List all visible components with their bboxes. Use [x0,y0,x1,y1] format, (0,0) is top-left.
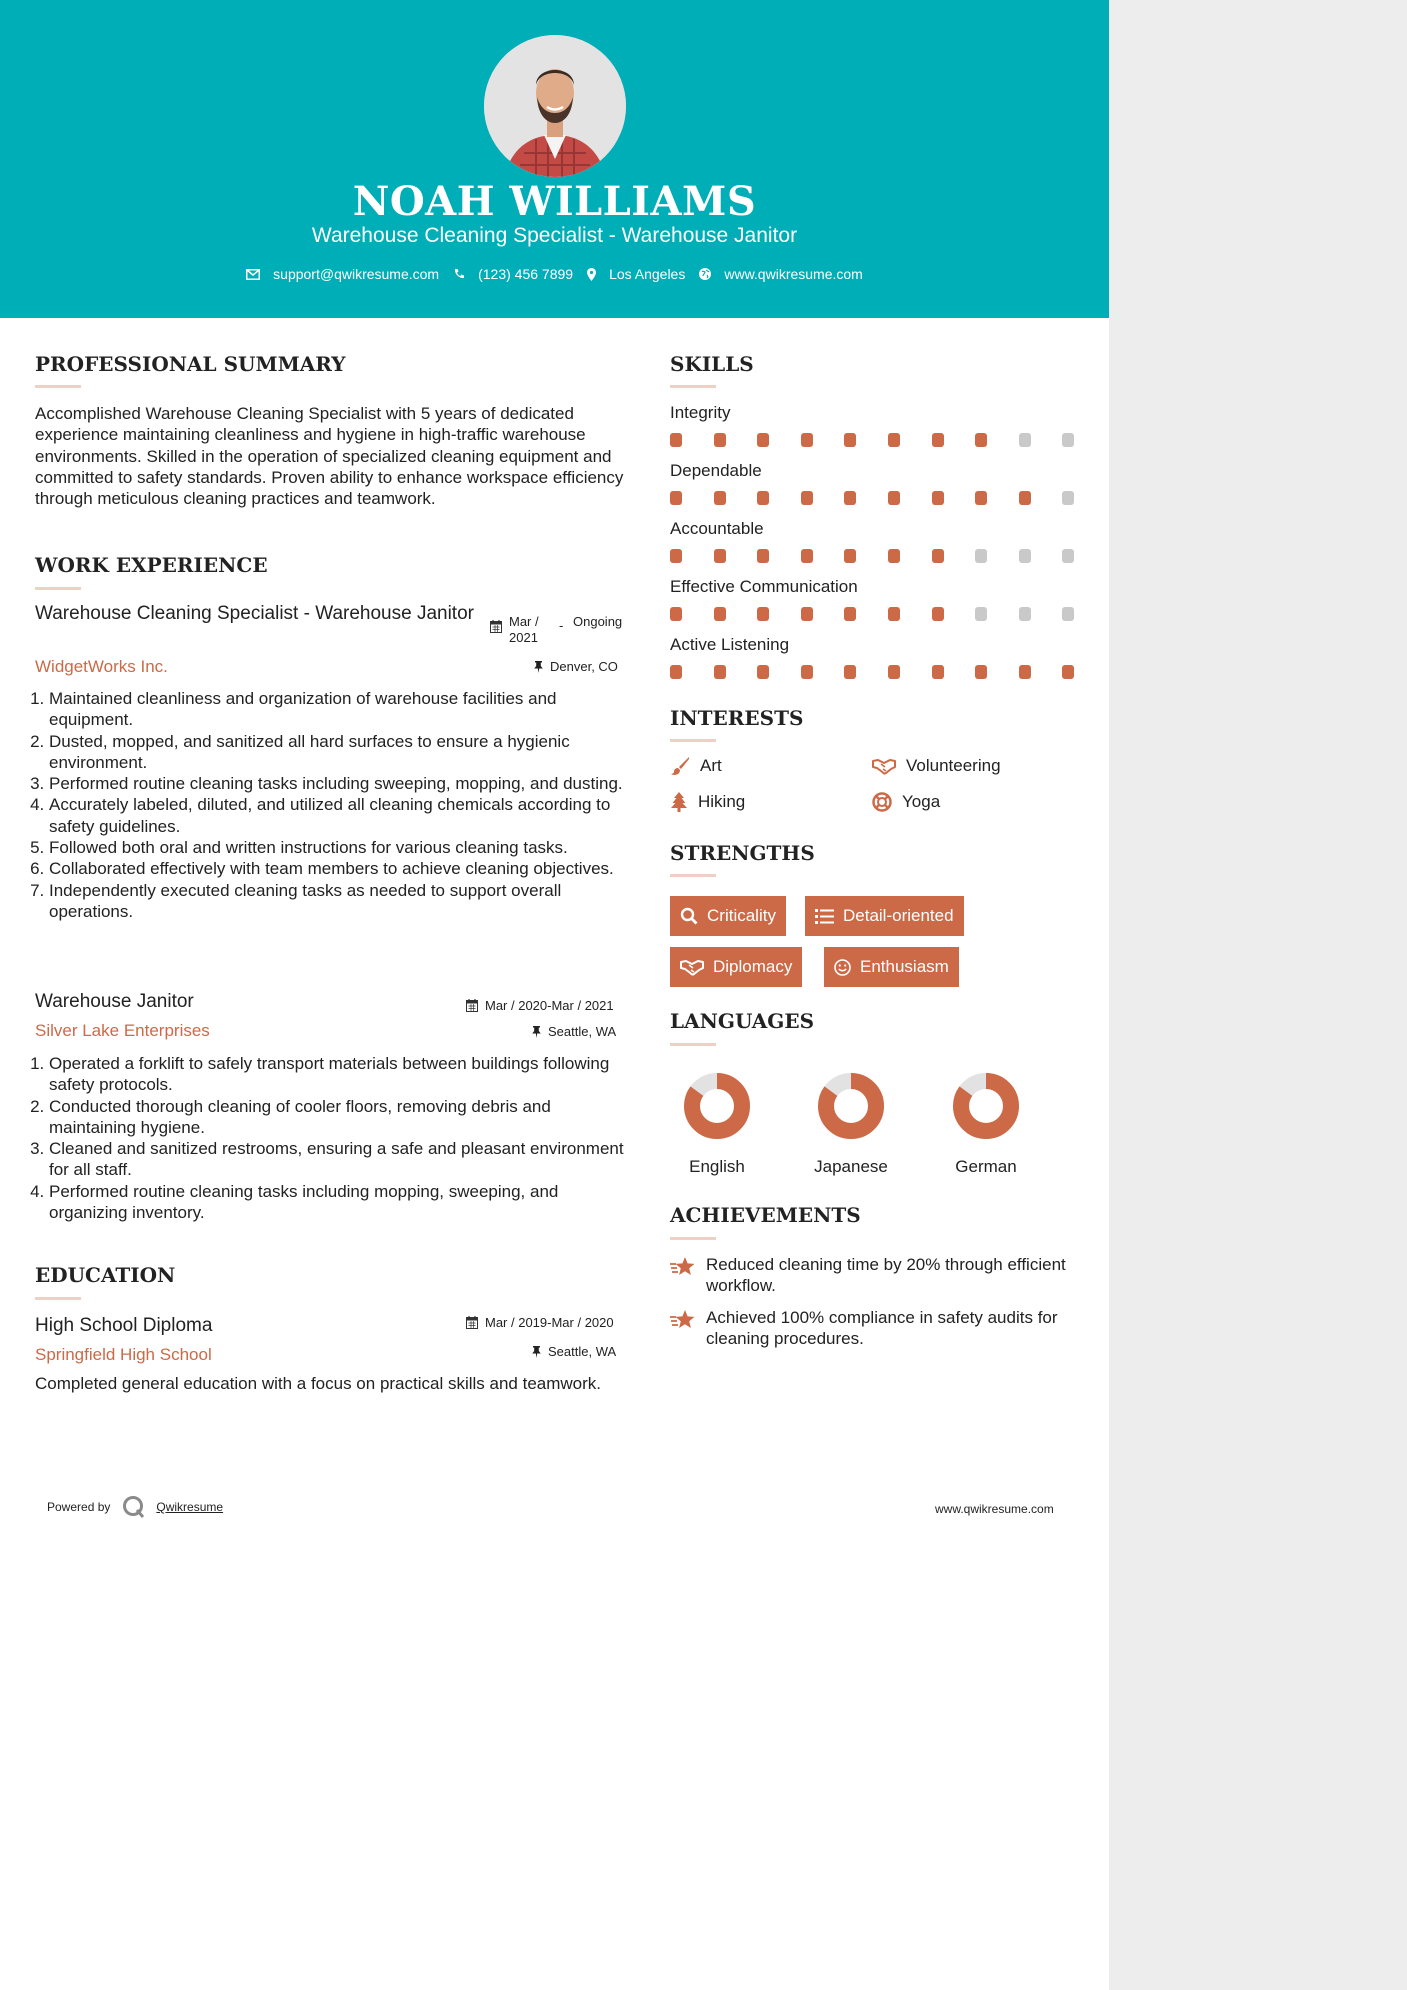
job-1-date [490,614,625,646]
job-1-company: WidgetWorks Inc. [35,657,168,676]
education-location [532,1344,616,1359]
list-item: 7. Independently executed cleaning tasks as needed to support overall operations. [49,880,639,923]
list-item: 1. Maintained cleanliness and organization of warehouse facilities and equipment. [49,688,639,731]
skill-rating [670,665,1074,679]
rating-dot-filled [801,607,813,621]
rating-dot-filled [757,549,769,563]
contact-email[interactable] [246,266,439,282]
rating-dot-empty [1062,433,1074,447]
paintbrush-icon [670,756,690,776]
achievement-item [670,1254,1066,1297]
phone-icon [453,268,465,280]
education-location-text: Seattle, WA [548,1344,617,1359]
skill-label: Active Listening [670,635,790,654]
rating-dot-filled [801,549,813,563]
rating-dot-filled [714,491,726,505]
list-item: 3. Performed routine cleaning tasks including sweeping, mopping, and dusting. [49,773,639,794]
rating-dot-filled [757,607,769,621]
calendar-icon [466,1316,478,1329]
achievement-text: Achieved 100% compliance in safety audits for cleaning procedures. [706,1308,1058,1349]
job-1-date-separator: - [559,618,564,633]
pushpin-icon [532,1346,541,1358]
rating-dot-filled [670,607,682,621]
interest-hiking [670,792,745,812]
achievements-heading: ACHIEVEMENTS [670,1203,861,1227]
rating-dot-filled [888,665,900,679]
education-date-text: Mar / 2019-Mar / 2020 [485,1315,614,1330]
rating-dot-filled [714,549,726,563]
summary-heading: PROFESSIONAL SUMMARY [35,352,346,376]
rating-dot-filled [888,607,900,621]
list-item: 4. Performed routine cleaning tasks including mopping, sweeping, and organizing inventory. [49,1181,639,1224]
tree-icon [670,792,688,812]
contact-website-text: www.qwikresume.com [724,266,863,282]
languages-rule [670,1043,716,1046]
language-donut [815,1070,887,1142]
education-date [466,1315,614,1330]
rating-dot-filled [757,665,769,679]
rating-dot-filled [844,491,856,505]
skill-rating [670,549,1074,563]
rating-dot-filled [844,665,856,679]
rating-dot-filled [888,491,900,505]
strength-tag-criticality [670,896,786,936]
rating-dot-empty [1062,607,1074,621]
profile-photo [484,35,626,177]
rating-dot-filled [975,665,987,679]
rating-dot-filled [670,549,682,563]
language-donut [681,1070,753,1142]
experience-rule [35,587,81,590]
list-item: 3. Cleaned and sanitized restrooms, ensuring a safe and pleasant environment for all staff. [49,1138,639,1181]
smile-icon [834,959,851,976]
job-2-location [532,1024,616,1039]
summary-text: Accomplished Warehouse Cleaning Specialist with 5 years of dedicated experience maintaining cleanliness and hygiene in high-traffic warehouse environments. Skilled in the operation of specialized cleaning equipment and committed to safety standards. Proven ability to enhance workspace efficiency through meticulous cleaning practices and teamwork. [35,404,624,509]
job-1-title: Warehouse Cleaning Specialist - Warehouse Janitor [35,603,474,624]
qwikresume-logo-icon [122,1495,146,1519]
job-1-location-text: Denver, CO [550,659,618,674]
rating-dot-filled [670,433,682,447]
achievement-item [670,1307,1066,1350]
rating-dot-filled [932,665,944,679]
globe-icon [699,268,711,280]
rating-dot-empty [975,607,987,621]
interests-heading: INTERESTS [670,706,804,730]
interest-label: Art [700,756,722,775]
skills-heading: SKILLS [670,352,754,376]
language-donut [950,1070,1022,1142]
interest-label: Yoga [902,792,941,811]
rating-dot-filled [975,491,987,505]
skill-label: Accountable [670,519,764,538]
interests-rule [670,739,716,742]
rating-dot-filled [757,491,769,505]
rating-dot-empty [975,549,987,563]
language-name: Japanese [814,1157,888,1176]
language-item [791,1070,911,1177]
achievement-text: Reduced cleaning time by 20% through efficient workflow. [706,1255,1066,1296]
list-item: 1. Operated a forklift to safely transport materials between buildings following safety protocols. [49,1053,639,1096]
list-item: 2. Conducted thorough cleaning of cooler floors, removing debris and maintaining hygiene. [49,1096,639,1139]
skills-rule [670,385,716,388]
rating-dot-filled [844,433,856,447]
job-1-date-end: Ongoing [573,614,623,629]
job-1-date-start: Mar / 2021 [509,614,539,645]
skill-rating [670,607,1074,621]
job-2-title: Warehouse Janitor [35,991,194,1012]
strength-label: Diplomacy [713,957,793,976]
education-text: Completed general education with a focus on practical skills and teamwork. [35,1374,602,1393]
list-item: 5. Followed both oral and written instructions for various cleaning tasks. [49,837,639,858]
interest-label: Volunteering [906,756,1001,775]
rating-dot-filled [670,665,682,679]
language-name: German [955,1157,1017,1176]
strength-label: Criticality [707,906,776,925]
rating-dot-filled [714,433,726,447]
map-pin-icon [587,268,596,281]
education-school: Springfield High School [35,1345,212,1364]
interest-yoga [872,792,940,812]
contact-location [587,266,685,282]
contact-bar [0,266,1109,282]
interest-art [670,756,722,776]
rating-dot-filled [1019,491,1031,505]
rating-dot-empty [1062,491,1074,505]
strength-tag-detail-oriented [805,896,964,936]
education-heading: EDUCATION [35,1263,176,1287]
rating-dot-filled [932,607,944,621]
footer-powered-by [47,1495,223,1519]
rating-dot-filled [975,433,987,447]
rating-dot-filled [1062,665,1074,679]
envelope-icon [246,269,260,280]
handshake-icon [680,958,704,976]
contact-email-text: support@qwikresume.com [273,266,440,282]
rating-dot-empty [1062,549,1074,563]
rating-dot-empty [1019,433,1031,447]
life-ring-icon [872,792,892,812]
rating-dot-filled [801,433,813,447]
job-2-location-text: Seattle, WA [548,1024,617,1039]
rating-dot-filled [670,491,682,505]
rating-dot-filled [932,433,944,447]
skill-rating [670,491,1074,505]
language-item [657,1070,777,1177]
list-icon [815,909,834,924]
interest-label: Hiking [698,792,746,811]
list-item: 6. Collaborated effectively with team members to achieve cleaning objectives. [49,858,639,879]
star-icon [670,1256,696,1278]
powered-by-label: Powered by [47,1500,111,1514]
rating-dot-filled [757,433,769,447]
strengths-rule [670,874,716,877]
rating-dot-empty [1019,607,1031,621]
education-rule [35,1297,81,1300]
contact-location-text: Los Angeles [609,266,686,282]
skill-rating [670,433,1074,447]
rating-dot-filled [1019,665,1031,679]
strength-label: Detail-oriented [843,906,954,925]
pushpin-icon [534,661,543,673]
strength-label: Enthusiasm [860,957,949,976]
achievements-rule [670,1237,716,1240]
summary-rule [35,385,81,388]
job-2-company: Silver Lake Enterprises [35,1021,210,1040]
rating-dot-filled [844,549,856,563]
resume-header [0,0,1109,318]
rating-dot-filled [801,491,813,505]
rating-dot-filled [844,607,856,621]
rating-dot-filled [932,491,944,505]
brand-link[interactable]: Qwikresume [156,1500,224,1514]
search-icon [680,907,698,925]
contact-website[interactable] [699,266,862,282]
rating-dot-empty [1019,549,1031,563]
pushpin-icon [532,1026,541,1038]
interest-volunteering [872,756,1001,776]
handshake-icon [872,757,896,775]
skill-label: Effective Communication [670,577,858,596]
job-1-location [534,659,618,674]
strength-tag-enthusiasm [824,947,959,987]
job-1-bullets [35,688,639,922]
education-degree: High School Diploma [35,1315,213,1336]
skill-label: Integrity [670,403,731,422]
strengths-heading: STRENGTHS [670,841,815,865]
rating-dot-filled [801,665,813,679]
rating-dot-filled [932,549,944,563]
experience-heading: WORK EXPERIENCE [35,553,268,577]
job-2-date-text: Mar / 2020-Mar / 2021 [485,998,614,1013]
rating-dot-filled [714,607,726,621]
rating-dot-filled [888,433,900,447]
language-item [926,1070,1046,1177]
job-2-date [466,998,614,1013]
contact-phone[interactable] [453,266,573,282]
candidate-name: NOAH WILLIAMS [352,178,757,225]
candidate-title: Warehouse Cleaning Specialist - Warehouse Janitor [311,224,798,247]
job-2-bullets [35,1053,639,1223]
skill-label: Dependable [670,461,762,480]
rating-dot-filled [714,665,726,679]
star-icon [670,1309,696,1331]
footer-url[interactable]: www.qwikresume.com [935,1502,1054,1516]
languages-heading: LANGUAGES [670,1009,815,1033]
list-item: 2. Dusted, mopped, and sanitized all hard surfaces to ensure a hygienic environment. [49,731,639,774]
strength-tag-diplomacy [670,947,802,987]
calendar-icon [466,999,478,1012]
contact-phone-text: (123) 456 7899 [478,266,574,282]
calendar-icon [490,620,502,633]
language-name: English [689,1157,745,1176]
list-item: 4. Accurately labeled, diluted, and utilized all cleaning chemicals according to safety guidelines. [49,794,639,837]
rating-dot-filled [888,549,900,563]
